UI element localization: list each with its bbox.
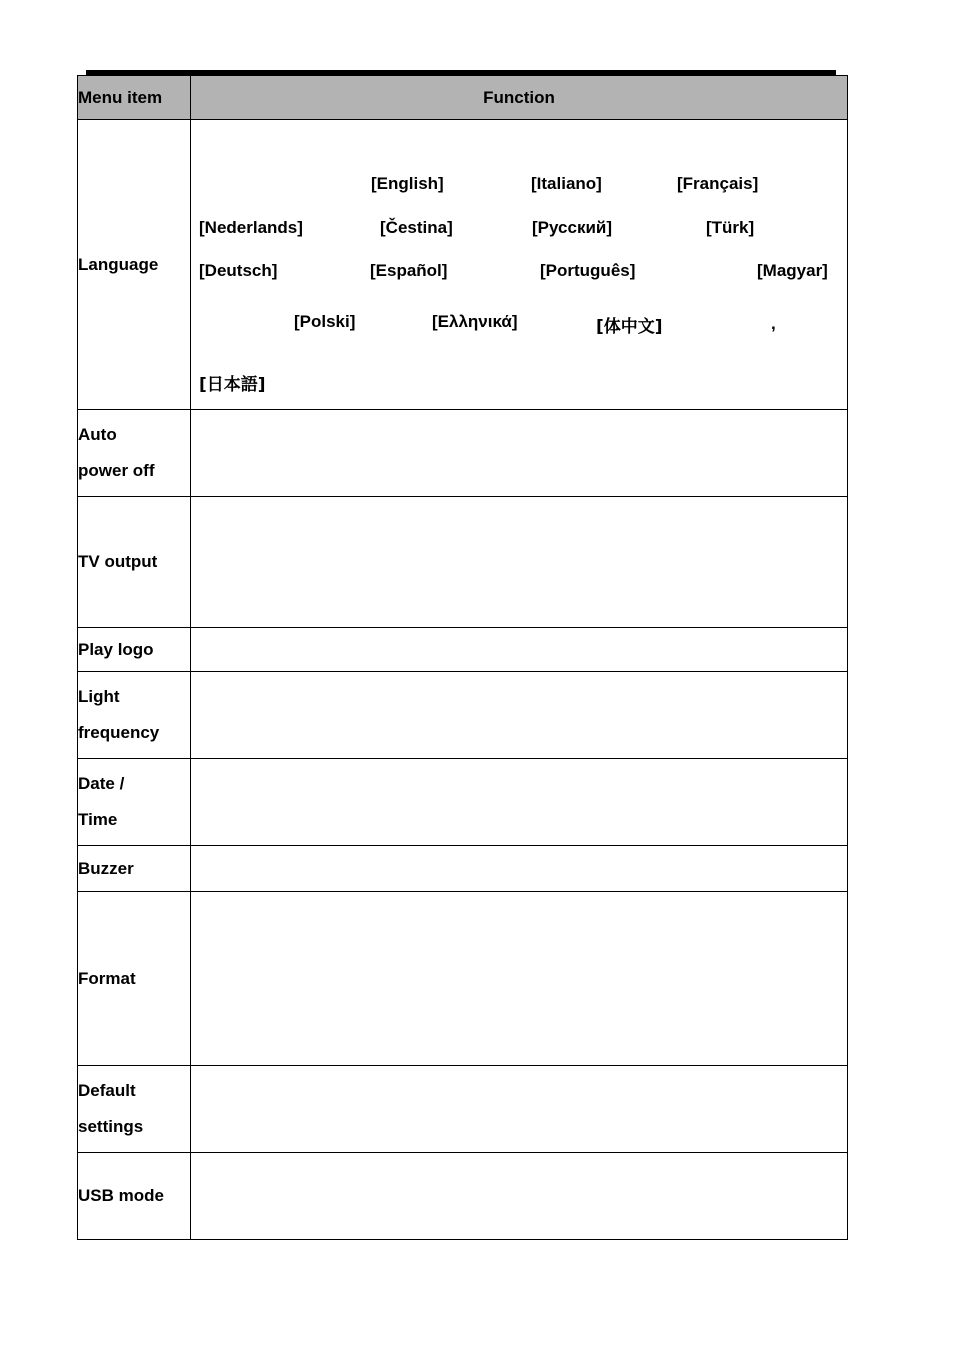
table-row <box>78 628 848 672</box>
language-options <box>191 120 847 409</box>
function-cell <box>191 672 848 759</box>
table-row <box>78 1153 848 1240</box>
menu-item-play-logo <box>78 628 191 672</box>
menu-item-format <box>78 892 191 1066</box>
table-row <box>78 672 848 759</box>
function-cell <box>191 892 848 1066</box>
function-cell <box>191 120 848 410</box>
menu-item-label-line: Date / <box>78 774 125 793</box>
language-option-francais: [Français] <box>677 174 759 193</box>
menu-function-table <box>77 75 848 1240</box>
menu-item-auto-power-off <box>78 410 191 497</box>
menu-item-light-frequency <box>78 672 191 759</box>
language-option-italiano: [Italiano] <box>531 174 602 193</box>
function-cell <box>191 628 848 672</box>
language-option-chinese: [体中文] <box>596 317 663 337</box>
function-cell <box>191 1153 848 1240</box>
menu-item-label-line: power off <box>78 461 155 480</box>
menu-item-date-time <box>78 759 191 846</box>
header-function: Function <box>191 76 848 120</box>
header-menu-item: Menu item <box>78 76 191 120</box>
menu-item-usb-mode <box>78 1153 191 1240</box>
language-option-english: [English] <box>371 174 444 193</box>
menu-item-buzzer <box>78 846 191 892</box>
language-option-ellinika: [Ελληνικά] <box>432 312 518 331</box>
function-cell <box>191 1066 848 1153</box>
menu-item-label: TV output <box>78 552 158 571</box>
function-cell <box>191 846 848 892</box>
table-row <box>78 846 848 892</box>
table-row <box>78 1066 848 1153</box>
function-cell <box>191 497 848 628</box>
language-separator-comma: , <box>771 314 776 333</box>
table-row <box>78 497 848 628</box>
table-row <box>78 410 848 497</box>
menu-item-label-line: Auto <box>78 425 117 444</box>
table-header-row <box>78 76 848 120</box>
language-option-russkiy: [Русский] <box>532 218 613 237</box>
function-cell <box>191 410 848 497</box>
menu-item-label: Format <box>78 968 136 988</box>
language-option-cestina: [Čestina] <box>380 218 453 237</box>
language-option-polski: [Polski] <box>294 312 356 331</box>
menu-item-label: Language <box>78 254 159 274</box>
menu-item-default-settings <box>78 1066 191 1153</box>
language-option-turk: [Türk] <box>706 218 755 237</box>
language-option-portugues: [Português] <box>540 261 636 280</box>
language-option-japanese: [日本語] <box>199 375 266 395</box>
menu-item-label: Buzzer <box>78 858 134 878</box>
language-option-nederlands: [Nederlands] <box>199 218 303 237</box>
function-cell <box>191 759 848 846</box>
language-option-magyar: [Magyar] <box>757 261 828 280</box>
table-row <box>78 892 848 1066</box>
language-option-espanol: [Español] <box>370 261 448 280</box>
menu-item-label-line: Light <box>78 687 120 706</box>
menu-item-label-line: Time <box>78 810 118 829</box>
menu-item-label: USB mode <box>78 1186 164 1205</box>
menu-item-label-line: frequency <box>78 723 160 742</box>
language-option-deutsch: [Deutsch] <box>199 261 278 280</box>
menu-item-label: Play logo <box>78 639 154 659</box>
table-row <box>78 120 848 410</box>
menu-item-label-line: settings <box>78 1117 144 1136</box>
menu-item-tv-output <box>78 497 191 628</box>
menu-item-language <box>78 120 191 410</box>
table-row <box>78 759 848 846</box>
menu-item-label-line: Default <box>78 1081 136 1100</box>
